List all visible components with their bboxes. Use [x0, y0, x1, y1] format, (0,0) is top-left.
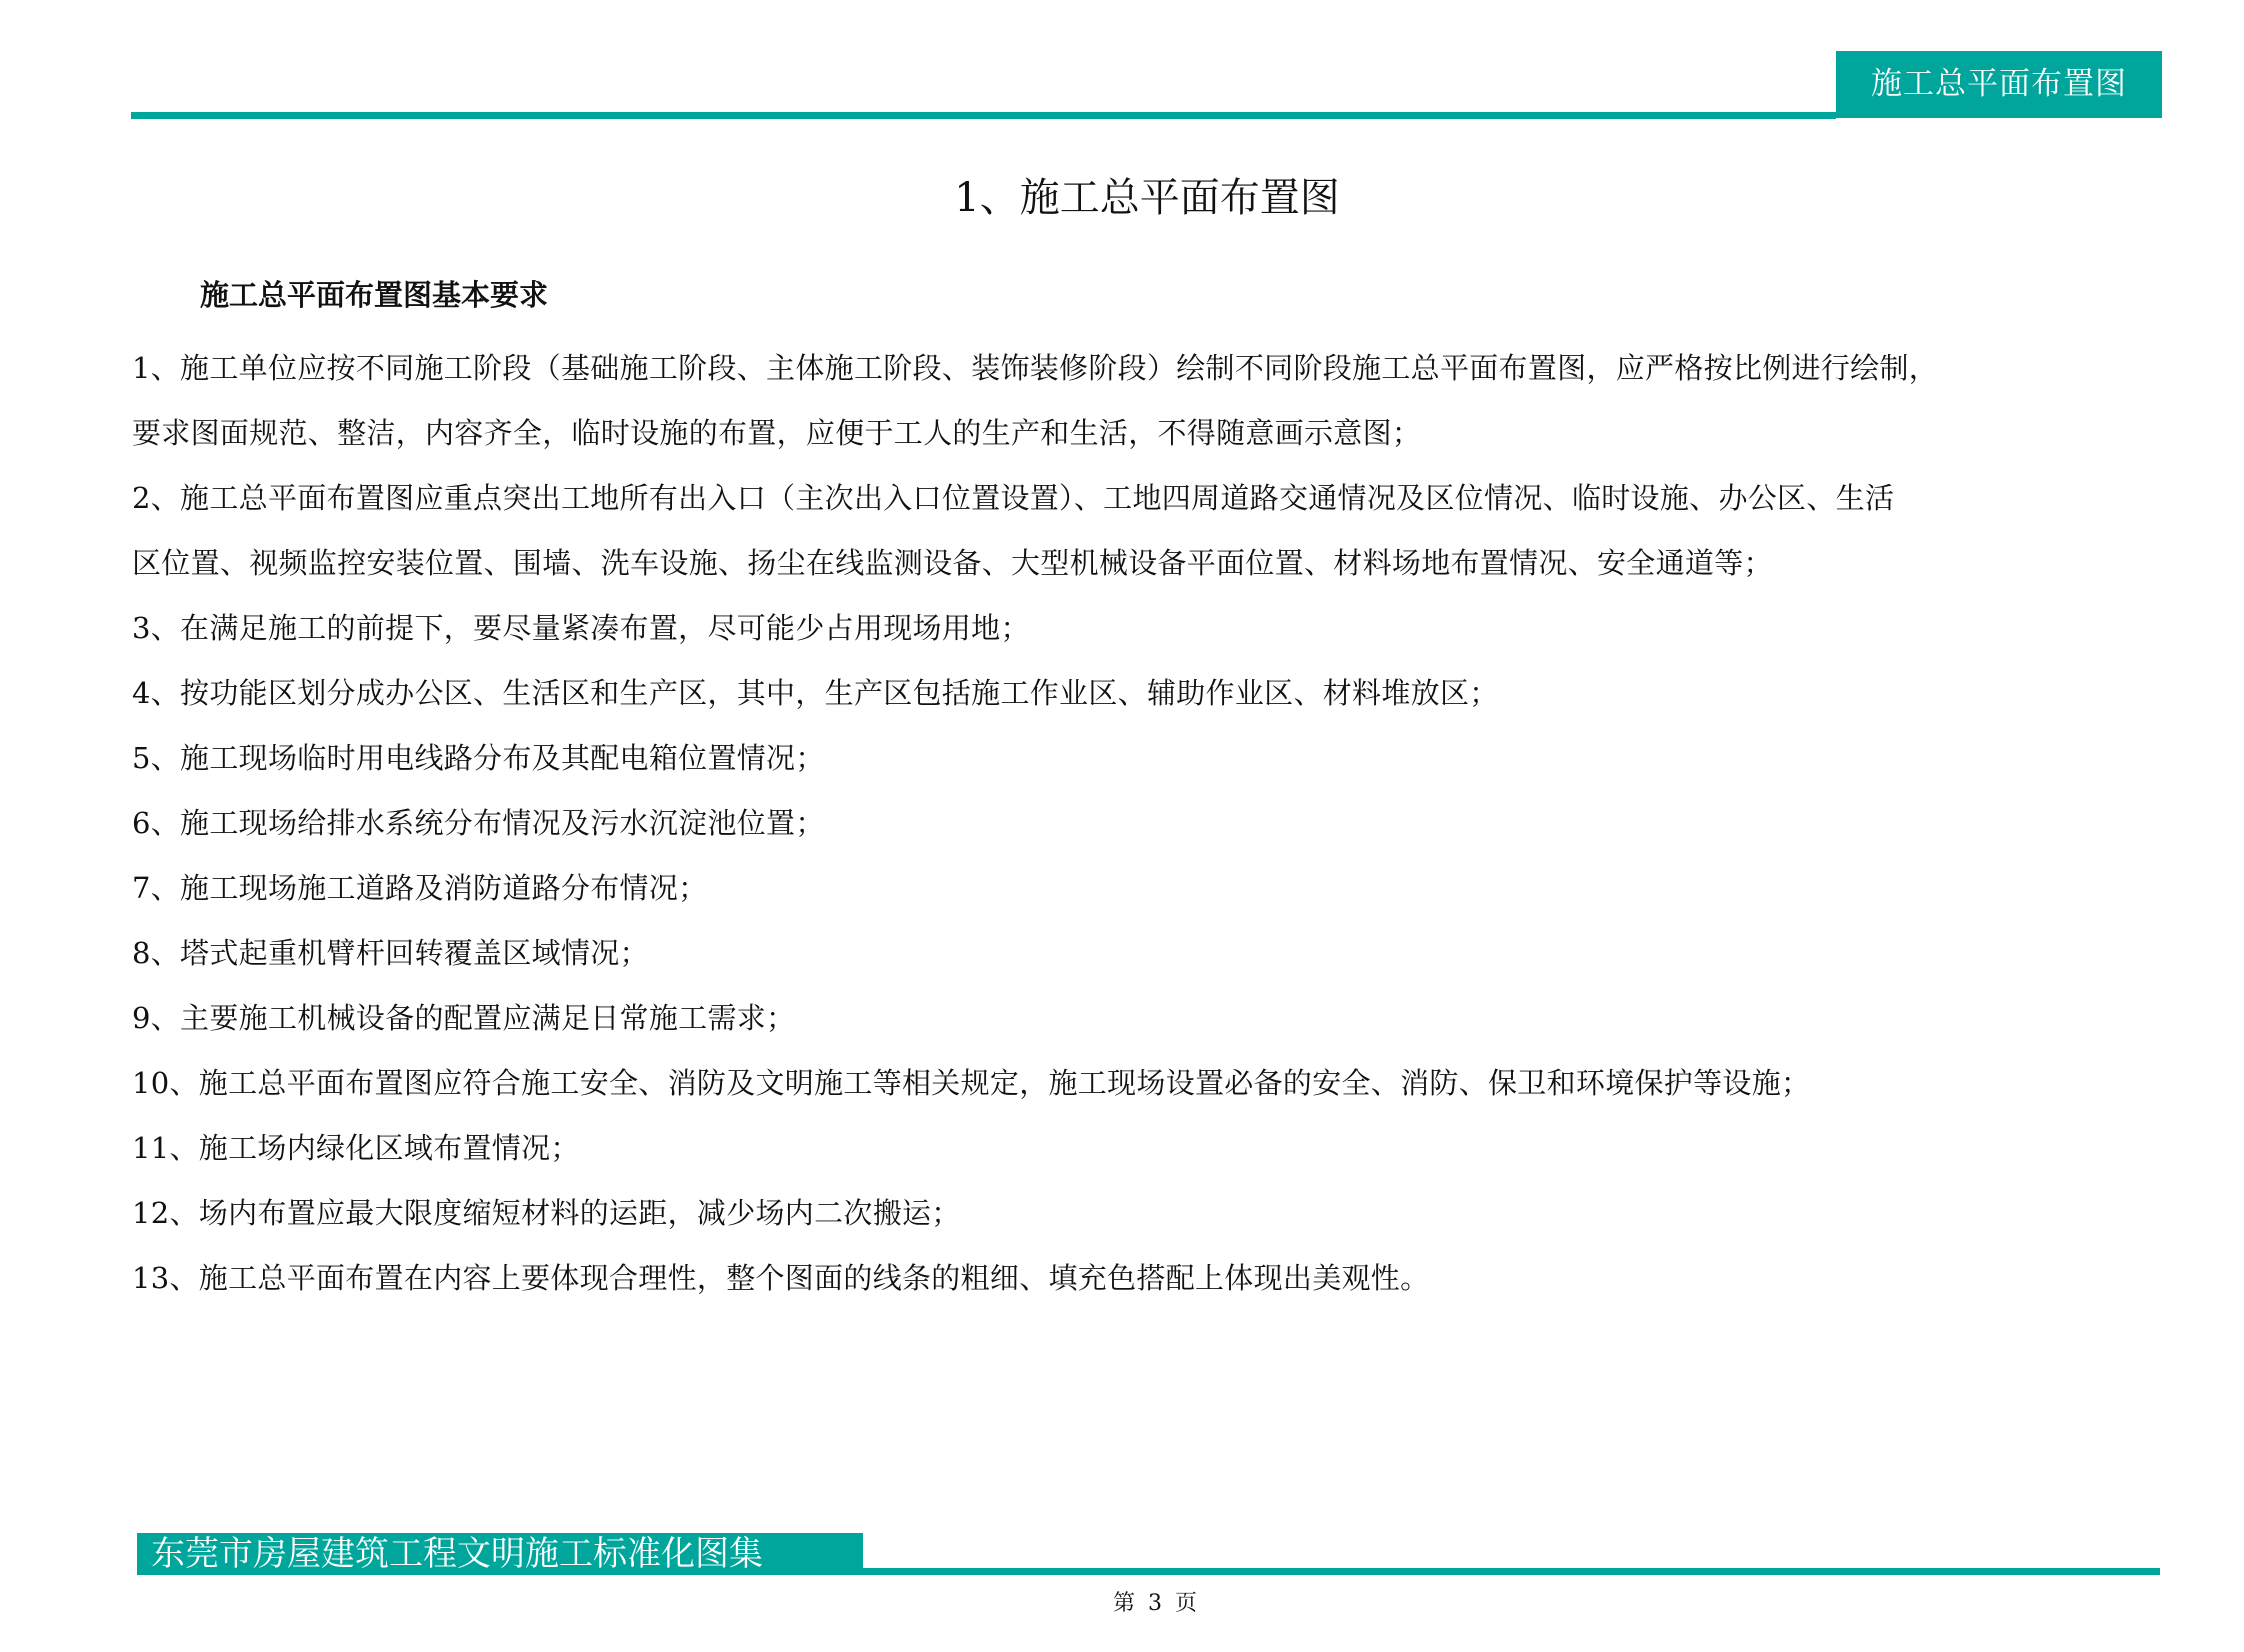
requirement-line: 5、施工现场临时用电线路分布及其配电箱位置情况；: [132, 741, 825, 775]
header-section-tag: 施工总平面布置图: [1836, 51, 2162, 118]
page-title: 1、施工总平面布置图: [954, 175, 1340, 221]
footer-rule: [863, 1568, 2160, 1575]
requirement-line: 要求图面规范、整洁，内容齐全，临时设施的布置，应便于工人的生产和生活，不得随意画示意图；: [132, 416, 1422, 450]
section-heading: 施工总平面布置图基本要求: [200, 278, 549, 312]
requirement-line: 1、施工单位应按不同施工阶段（基础施工阶段、主体施工阶段、装饰装修阶段）绘制不同阶段施工总平面布置图，应严格按比例进行绘制，: [132, 351, 1939, 385]
page-number: 第 3 页: [1113, 1591, 1197, 1616]
header-rule: [131, 112, 1836, 119]
requirement-line: 12、场内布置应最大限度缩短材料的运距，减少场内二次搬运；: [132, 1196, 961, 1230]
requirement-line: 7、施工现场施工道路及消防道路分布情况；: [132, 871, 708, 905]
requirement-line: 4、按功能区划分成办公区、生活区和生产区，其中，生产区包括施工作业区、辅助作业区、材料堆放区；: [132, 676, 1499, 710]
requirement-line: 区位置、视频监控安装位置、围墙、洗车设施、扬尘在线监测设备、大型机械设备平面位置、材料场地布置情况、安全通道等；: [132, 546, 1773, 580]
requirement-line: 11、施工场内绿化区域布置情况；: [132, 1131, 580, 1165]
requirements-list: [132, 336, 2192, 1311]
requirement-line: 6、施工现场给排水系统分布情况及污水沉淀池位置；: [132, 806, 825, 840]
requirement-line: 2、施工总平面布置图应重点突出工地所有出入口（主次出入口位置设置）、工地四周道路交通情况及区位情况、临时设施、办公区、生活: [132, 481, 1895, 515]
footer-collection-title: 东莞市房屋建筑工程文明施工标准化图集: [137, 1533, 863, 1575]
requirement-line: 10、施工总平面布置图应符合施工安全、消防及文明施工等相关规定，施工现场设置必备的安全、消防、保卫和环境保护等设施；: [132, 1066, 1811, 1100]
requirement-line: 9、主要施工机械设备的配置应满足日常施工需求；: [132, 1001, 796, 1035]
requirement-line: 8、塔式起重机臂杆回转覆盖区域情况；: [132, 936, 649, 970]
requirement-line: 13、施工总平面布置在内容上要体现合理性，整个图面的线条的粗细、填充色搭配上体现出美观性。: [132, 1261, 1430, 1295]
requirement-line: 3、在满足施工的前提下，要尽量紧凑布置，尽可能少占用现场用地；: [132, 611, 1030, 645]
